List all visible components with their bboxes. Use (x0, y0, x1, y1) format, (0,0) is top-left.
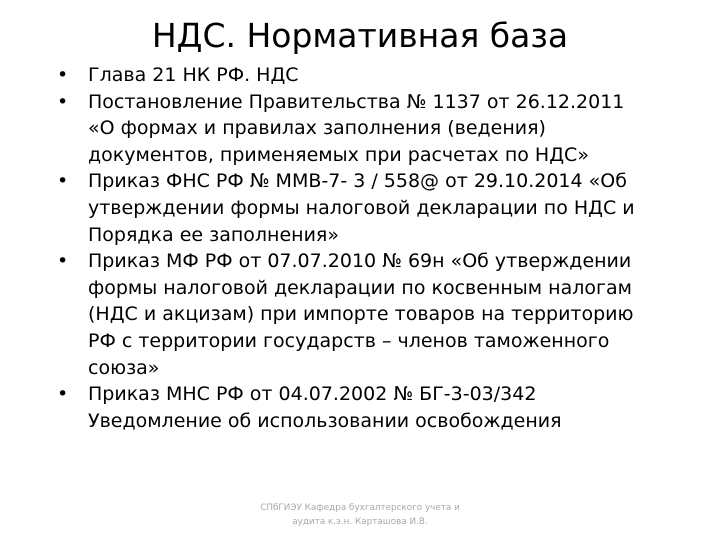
bullet-text-line: Приказ МФ РФ от 07.07.2010 № 69н «Об утверждении (88, 250, 632, 273)
bullet-dot-icon: • (57, 383, 69, 406)
bullet-list (52, 62, 680, 434)
bullet-text-line: Порядка ее заполнения» (88, 223, 339, 246)
bullet-dot-icon: • (57, 250, 69, 273)
bullet-dot-icon: • (57, 170, 69, 193)
bullet-item (52, 168, 680, 248)
bullet-item (52, 89, 680, 169)
bullet-text-line: Приказ ФНС РФ № ММВ-7- 3 / 558@ от 29.10.2014 «Об (88, 170, 627, 193)
footer-line: аудита к.э.н. Карташова И.В. (292, 517, 428, 527)
bullet-text-line: (НДС и акцизам) при импорте товаров на территорию (88, 303, 634, 326)
footer-line: СПбГИЭУ Кафедра бухгалтерского учета и (260, 503, 460, 513)
bullet-dot-icon: • (57, 64, 69, 86)
bullet-text-line: союза» (88, 356, 160, 379)
bullet-item (52, 248, 680, 381)
slide-footer (230, 501, 490, 529)
bullet-item (52, 62, 680, 89)
slide-title: НДС. Нормативная база (151, 16, 569, 55)
bullet-text-line: формы налоговой декларации по косвенным налогам (88, 276, 632, 299)
bullet-text-line: Уведомление об использовании освобождения (88, 409, 562, 432)
bullet-dot-icon: • (57, 90, 69, 113)
bullet-text-line: Глава 21 НК РФ. НДС (88, 64, 299, 86)
bullet-text-line: Постановление Правительства № 1137 от 26.12.2011 (88, 90, 625, 113)
bullet-text-line: «О формах и правилах заполнения (ведения) (88, 117, 546, 140)
bullet-text-line: документов, применяемых при расчетах по НДС» (88, 143, 589, 166)
bullet-item (52, 381, 680, 434)
bullet-text-line: утверждении формы налоговой декларации по НДС и (88, 196, 635, 219)
bullet-text-line: РФ с территории государств – членов таможенного (88, 329, 610, 352)
bullet-text-line: Приказ МНС РФ от 04.07.2002 № БГ-3-03/342 (88, 383, 537, 406)
